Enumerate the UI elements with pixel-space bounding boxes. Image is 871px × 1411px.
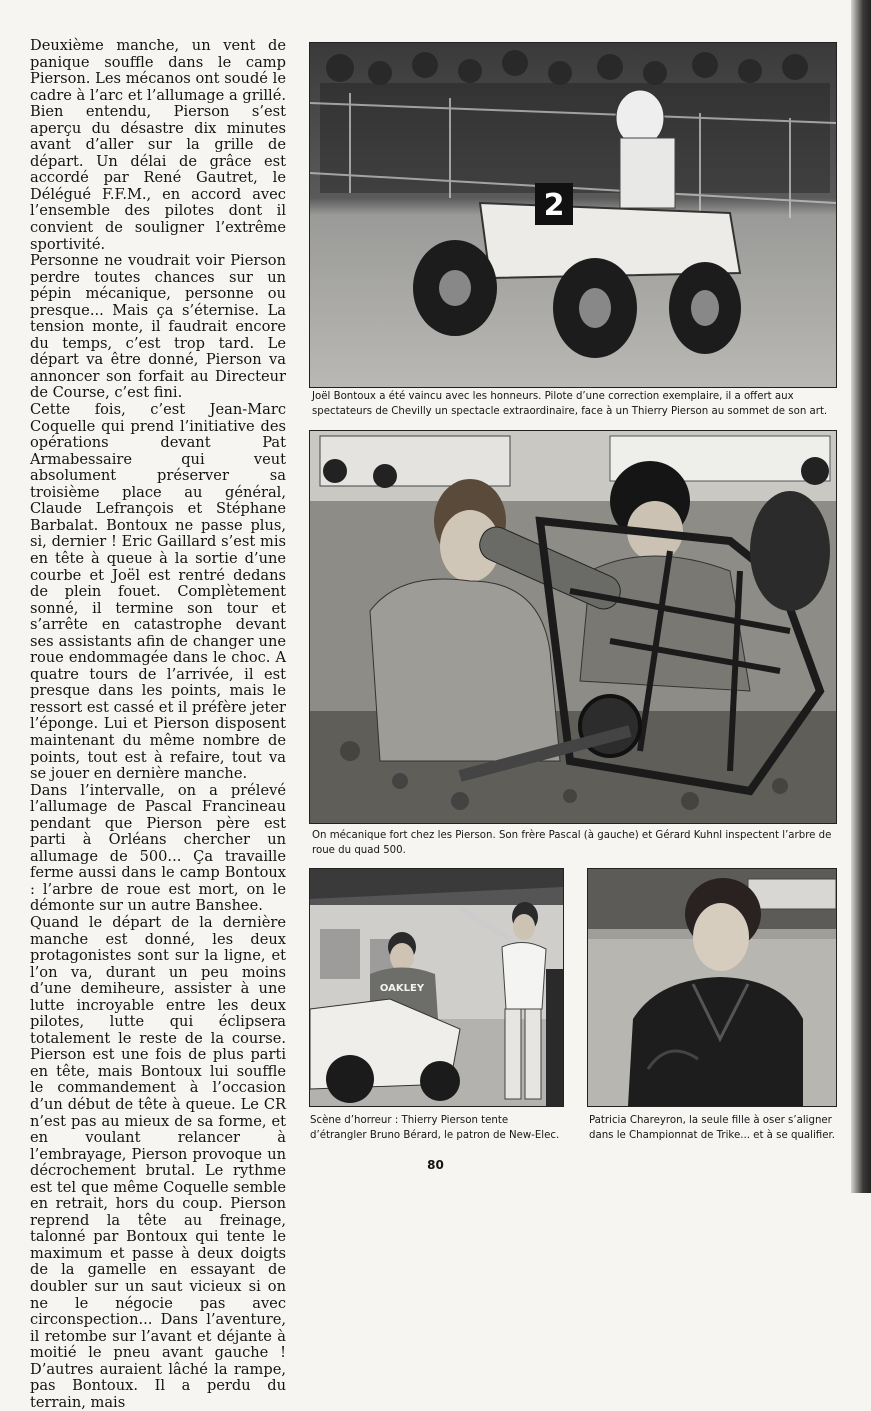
number-plate: 2: [543, 188, 565, 223]
shirt-logo: OAKLEY: [379, 983, 425, 994]
article-paragraph-3: Cette fois, c’est Jean-Marc Coquelle qui prend l’initiative des opérations devant Pat Armabessaire qui veut absolument préserver sa troisième place au général, Claude Lefrançois et Stéphane Barbalat. Bontoux ne passe plus, si, dernier ! Eric Gaillard s’est mis en tête à queue à la sortie d’une courbe et Joël est rentré dedans de plein fouet. Complètement sonné, il termine son tour et s’arrête en catastrophe devant ses assistants afin de changer une roue endommagée dans le choc. A quatre tours de l’arrivée, il est presque dans les points, mais le ressort est cassé et il préfère jeter l’éponge. Lui et Pierson disposent maintenant du même nombre de points, tout est à refaire, tout va se jouer en dernière manche.: [30, 401, 286, 783]
page-number: 80: [427, 1158, 444, 1172]
photo-mechanics: [309, 430, 837, 824]
article-paragraph-5: Quand le départ de la dernière manche est donné, les deux protagonistes sont sur la ligne, et l’on va, durant un peu moins d’une demiheure, assister à une lutte incroyable entre les deux pilotes, lutte qui éclipsera totalement le reste de la course. Pierson est une fois de plus parti en tête, mais Bontoux lui souffle le commandement à l’occasion d’un début de tête à queue. Le CR n’est pas au mieux de sa forme, et en voulant relancer à l’embrayage, Pierson provoque un décrochement brutal. Le rythme est tel que même Coquelle semble en retrait, hors du coup. Pierson reprend la tête au freinage, talonné par Bontoux qui tente le maximum et passe à deux doigts de la gamelle en essayant de doubler sur un saut vicieux si on ne le négocie pas avec circonspection... Dans l’aventure, il retombe sur l’avant et déjante à moitié le pneu avant gauche ! D’autres auraient lâché la rampe, pas Bontoux. Il a perdu du terrain, mais: [30, 913, 286, 1411]
article-paragraph-2: Personne ne voudrait voir Pierson perdre toutes chances sur un pépin mécanique, personne ou presque... Mais ça s’éternise. La tension monte, il faudrait encore du temps, c’est trop tard. Le départ va être donné, Pierson va annoncer son forfait au Directeur de Course, c’est fini.: [30, 252, 286, 402]
article-paragraph-1: Deuxième manche, un vent de panique souffle dans le camp Pierson. Les mécanos ont soudé le cadre à l’arc et l’allumage a grillé. Bien entendu, Pierson s’est aperçu du désastre dix minutes avant d’aller sur la grille de départ. Un délai de grâce est accordé par René Gautret, le Délégué F.F.M., en accord avec l’ensemble des pilotes dont il convient de souligner l’extrême sportivité.: [30, 37, 286, 253]
photo-quad-race: [309, 42, 837, 388]
caption-bottom-right: Patricia Chareyron, la seule fille à oser s’aligner dans le Championnat de Trike... et à se qualifier.: [589, 1115, 835, 1141]
article-paragraph-4: Dans l’intervalle, on a prélevé l’allumage de Pascal Francineau pendant que Pierson père est parti à Orléans chercher un allumage de 500... Ça travaille ferme aussi dans le camp Bontoux : l’arbre de roue est mort, on le démonte sur un autre Banshee.: [30, 781, 286, 915]
article-column: [30, 38, 286, 1411]
photo-patricia: [587, 868, 837, 1107]
page-edge-shadow: [851, 0, 871, 1193]
caption-bottom-left: Scène d’horreur : Thierry Pierson tente d’étrangler Bruno Bérard, le patron de New-Elec.: [310, 1115, 560, 1141]
caption-top: Joël Bontoux a été vaincu avec les honneurs. Pilote d’une correction exemplaire, il a offert aux spectateurs de Chevilly un spectacle extraordinaire, face à un Thierry Pierson au sommet de son art.: [312, 391, 828, 417]
caption-middle: On mécanique fort chez les Pierson. Son frère Pascal (à gauche) et Gérard Kuhnl inspectent l’arbre de roue du quad 500.: [312, 830, 832, 856]
photo-strangle-scene: [309, 868, 564, 1107]
